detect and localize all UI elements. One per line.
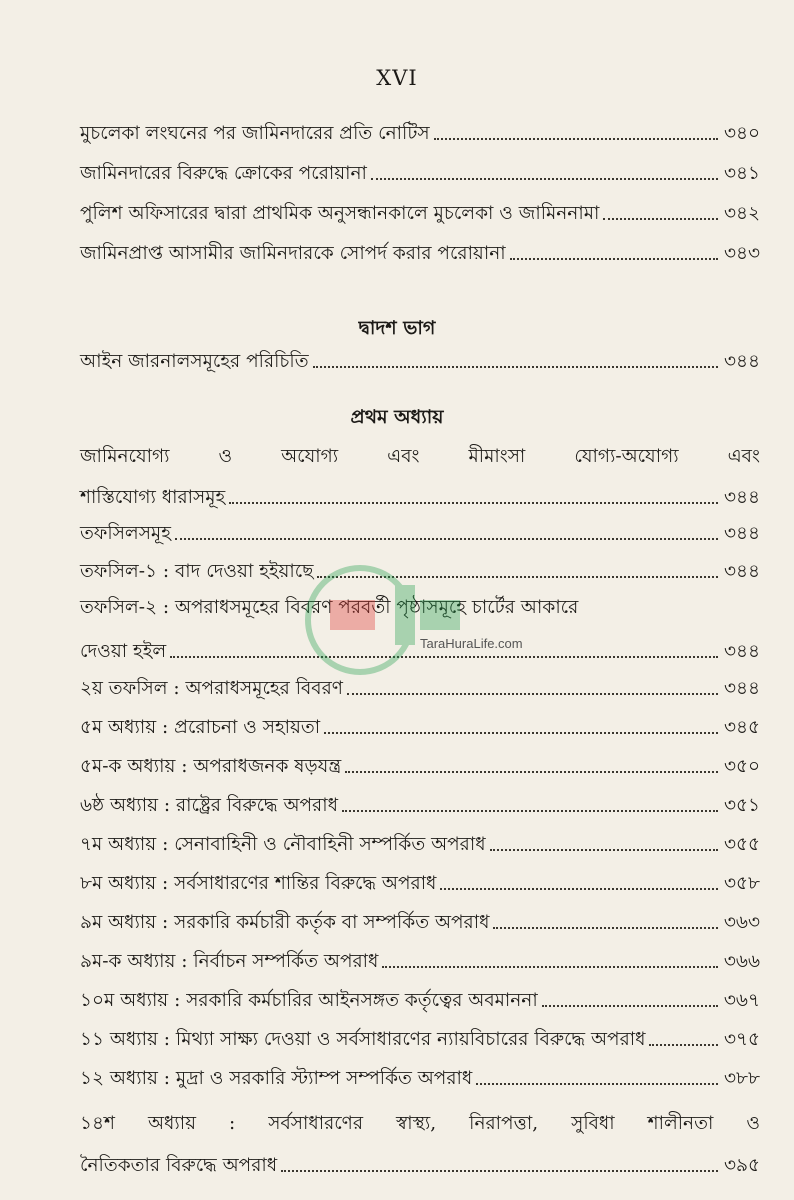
toc-entry-title: ৮ম অধ্যায় : সর্বসাধারণের শান্তির বিরুদ্ধে অপরাধ [80, 873, 437, 894]
toc-entry-title: পুলিশ অফিসারের দ্বারা প্রাথমিক অনুসন্ধানকালে মুচলেকা ও জামিননামা [80, 203, 600, 224]
toc-entry-page: ৩৪৪ [723, 351, 760, 372]
toc-entry-page: ৩৪৪ [723, 678, 760, 699]
toc-entry-title: ৯ম অধ্যায় : সরকারি কর্মচারী কর্তৃক বা সম্পর্কিত অপরাধ [80, 912, 490, 933]
leader-dots [345, 771, 718, 773]
toc-entry-title: দেওয়া হইল [80, 641, 167, 662]
toc-entry [80, 476, 760, 510]
leader-dots [313, 366, 718, 368]
toc-entry [80, 550, 760, 584]
toc-entry-title: ৬ষ্ঠ অধ্যায় : রাষ্ট্রের বিরুদ্ধে অপরাধ [80, 795, 338, 816]
toc-entry-title: ৯ম-ক অধ্যায় : নির্বাচন সম্পর্কিত অপরাধ [80, 951, 379, 972]
toc-entry-word: অধ্যায় [147, 1113, 196, 1134]
toc-entry-word: ও [746, 1113, 760, 1134]
leader-dots [510, 258, 718, 260]
toc-entry-page: ৩৮৮ [723, 1068, 760, 1089]
toc-entry [80, 1057, 760, 1091]
leader-dots [603, 218, 718, 220]
leader-dots [347, 693, 718, 695]
toc-entry-title: শাস্তিযোগ্য ধারাসমূহ [80, 487, 226, 508]
toc-entry-page: ৩৪০ [723, 123, 760, 144]
toc-entry-page: ৩৫৮ [723, 873, 760, 894]
toc-entry [80, 586, 760, 620]
toc-entry-page: ৩৫৫ [723, 834, 760, 855]
toc-entry-title: ২য় তফসিল : অপরাধসমূহের বিবরণ [80, 678, 343, 699]
leader-dots [170, 656, 718, 658]
leader-dots [342, 810, 718, 812]
leader-dots [542, 1005, 718, 1007]
toc-entry [80, 1144, 760, 1178]
toc-entry-page: ৩৪৪ [723, 641, 760, 662]
leader-dots [229, 502, 718, 504]
toc-entry-title: তফসিলসমূহ [80, 523, 171, 544]
toc-entry-title: নৈতিকতার বিরুদ্ধে অপরাধ [80, 1155, 278, 1176]
toc-entry [80, 512, 760, 546]
page-number: XVI [376, 66, 418, 90]
toc-entry-word: শালীনতা [647, 1113, 714, 1134]
toc-entry-title: জামিনপ্রাপ্ত আসামীর জামিনদারকে সোপর্দ করার পরোয়ানা [80, 243, 506, 264]
leader-dots [382, 966, 717, 968]
toc-entry-page: ৩৪৪ [723, 561, 760, 582]
toc-entry-title: তফসিল-২ : অপরাধসমূহের বিবরণ পরবর্তী পৃষ্ঠাসমূহে চার্টের আকারে [80, 597, 579, 618]
leader-dots [371, 178, 718, 180]
toc-entry-word: অযোগ্য [281, 446, 339, 467]
chapter-heading: প্রথম অধ্যায় [350, 406, 444, 428]
toc-entry-word: সুবিধা [571, 1113, 615, 1134]
toc-entry-page: ৩৬৩ [723, 912, 760, 933]
part-heading: দ্বাদশ ভাগ [358, 317, 436, 339]
leader-dots [324, 732, 718, 734]
toc-entry [80, 667, 760, 701]
toc-entry-word: : [229, 1113, 236, 1134]
toc-entry-page: ৩৫১ [723, 795, 760, 816]
toc-entry-page: ৩৪৪ [723, 523, 760, 544]
toc-entry-page: ৩৭৫ [723, 1029, 760, 1050]
toc-entry-title: জামিনদারের বিরুদ্ধে ক্রোকের পরোয়ানা [80, 163, 367, 184]
toc-entry-title: ১০ম অধ্যায় : সরকারি কর্মচারির আইনসঙ্গত কর্তৃত্বের অবমাননা [80, 990, 538, 1011]
leader-dots [317, 576, 718, 578]
toc-entry [80, 112, 760, 146]
toc-entry [80, 706, 760, 740]
toc-entry-word: স্বাস্থ্য, [396, 1113, 437, 1134]
toc-entry-page: ৩৪১ [723, 163, 760, 184]
toc-entry [80, 979, 760, 1013]
toc-entry [80, 823, 760, 857]
toc-entry [80, 340, 760, 374]
toc-entry-page: ৩৬৬ [723, 951, 760, 972]
toc-entry [80, 232, 760, 266]
toc-entry-page: ৩৪৪ [723, 487, 760, 508]
leader-dots [476, 1083, 718, 1085]
toc-entry-page: ৩৪৩ [723, 243, 760, 264]
leader-dots [281, 1170, 718, 1172]
toc-entry-word: ও [218, 446, 233, 467]
toc-entry-word: এবং [387, 446, 420, 467]
toc-entry-word: মীমাংসা [468, 446, 526, 467]
leader-dots [649, 1044, 717, 1046]
toc-entry-title: ১২ অধ্যায় : মুদ্রা ও সরকারি স্ট্যাম্প সম্পর্কিত অপরাধ [80, 1068, 473, 1089]
leader-dots [490, 849, 718, 851]
toc-entry-wrapped-line [80, 1112, 760, 1136]
toc-entry-word: নিরাপত্তা, [469, 1113, 539, 1134]
leader-dots [493, 927, 717, 929]
toc-entry-page: ৩৯৫ [723, 1155, 760, 1176]
toc-entry-title: ৫ম অধ্যায় : প্ররোচনা ও সহায়তা [80, 717, 321, 738]
toc-entry [80, 192, 760, 226]
toc-entry-page: ৩৬৭ [723, 990, 760, 1011]
toc-entry-title: আইন জারনালসমূহের পরিচিতি [80, 351, 309, 372]
toc-entry-word: সর্বসাধারণের [268, 1113, 364, 1134]
toc-entry-title: মুচলেকা লংঘনের পর জামিনদারের প্রতি নোটিস [80, 123, 430, 144]
toc-entry-word: জামিনযোগ্য [80, 446, 170, 467]
toc-entry-title: ৭ম অধ্যায় : সেনাবাহিনী ও নৌবাহিনী সম্পর্কিত অপরাধ [80, 834, 486, 855]
watermark-text: TaraHuraLife.com [420, 636, 523, 651]
toc-entry-word: যোগ্য-অযোগ্য [574, 446, 679, 467]
toc-entry [80, 152, 760, 186]
toc-entry-page: ৩৪২ [723, 203, 760, 224]
toc-entry [80, 745, 760, 779]
leader-dots [434, 138, 718, 140]
toc-entry-page: ৩৪৫ [723, 717, 760, 738]
toc-entry-wrapped-line [80, 445, 760, 469]
toc-entry-title: ১১ অধ্যায় : মিথ্যা সাক্ষ্য দেওয়া ও সর্বসাধারণের ন্যায়বিচারের বিরুদ্ধে অপরাধ [80, 1029, 646, 1050]
toc-entry [80, 784, 760, 818]
toc-entry-word: ১৪শ [80, 1113, 115, 1134]
toc-entry [80, 940, 760, 974]
toc-entry [80, 862, 760, 896]
toc-entry [80, 1018, 760, 1052]
leader-dots [175, 538, 718, 540]
toc-entry-title: ৫ম-ক অধ্যায় : অপরাধজনক ষড়যন্ত্র [80, 756, 342, 777]
leader-dots [440, 888, 718, 890]
toc-entry-word: এবং [727, 446, 760, 467]
toc-entry [80, 901, 760, 935]
toc-entry-page: ৩৫০ [723, 756, 760, 777]
toc-entry-title: তফসিল-১ : বাদ দেওয়া হইয়াছে [80, 561, 314, 582]
